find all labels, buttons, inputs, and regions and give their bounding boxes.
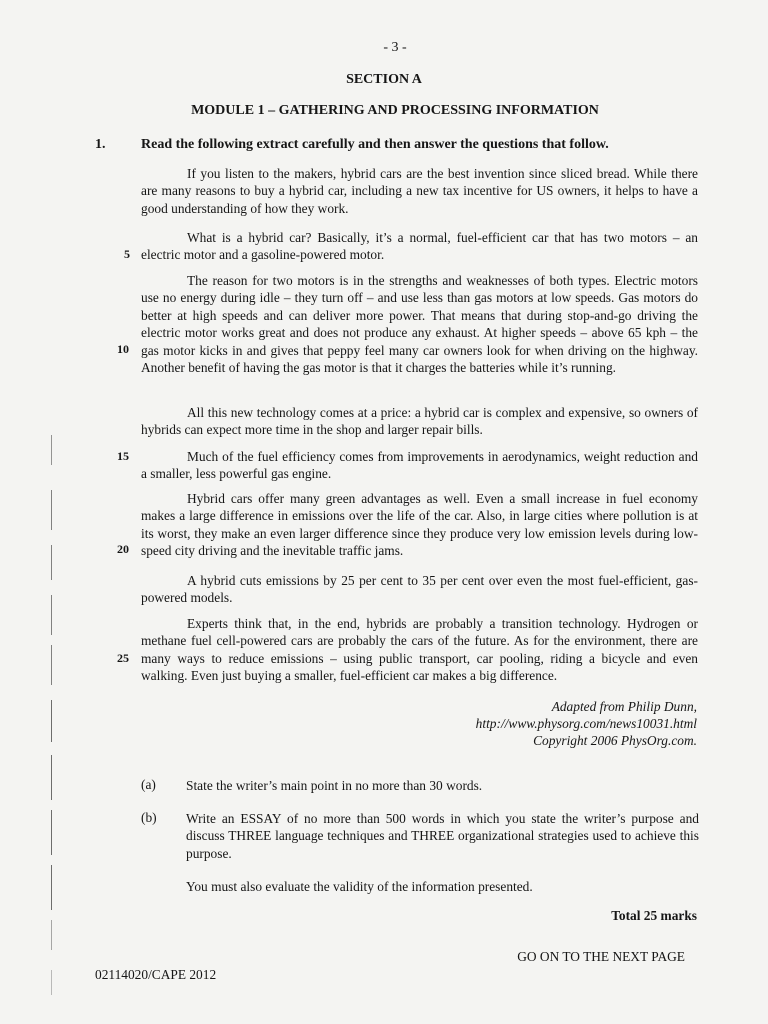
paper-code: 02114020/CAPE 2012 — [95, 967, 217, 982]
total-marks: Total 25 marks — [611, 908, 697, 923]
citation-adapted: Adapted from Philip Dunn, — [551, 699, 697, 714]
question-instruction: Read the following extract carefully and then answer the questions that follow. — [141, 137, 609, 152]
module-title: MODULE 1 – GATHERING AND PROCESSING INFORMATION — [191, 103, 599, 118]
task-a-label: (a) — [141, 777, 156, 792]
passage-paragraph-1: If you listen to the makers, hybrid cars are the best invention since sliced bread. While there are many reasons to buy a hybrid car, including a new tax incentive for US owners, it helps to have a good understanding of how they work. — [141, 166, 698, 216]
line-number-5: 5 — [124, 247, 130, 261]
passage-paragraph-8: Experts think that, in the end, hybrids are probably a transition technology. Hydrogen or methane fuel cell-powered cars are probably the cars of the future. As for the environment, there are many ways to reduce emissions – using public transport, car pooling, riding a bicycle and even walking. Even just buying a smaller, fuel-efficient car makes a big difference. — [141, 616, 698, 684]
citation — [476, 698, 697, 749]
section-title: SECTION A — [346, 72, 422, 87]
passage-paragraph-6: Hybrid cars offer many green advantages as well. Even a small increase in fuel economy makes a large difference in emissions over the life of the car. Also, in large cities where pollution is at its worst, they make an even larger difference since they produce very low emission levels during low-speed city driving and the inevitable traffic jams. — [141, 491, 698, 559]
citation-copyright: Copyright 2006 PhysOrg.com. — [533, 733, 697, 748]
next-page-note: GO ON TO THE NEXT PAGE — [517, 949, 685, 964]
task-b-text: Write an ESSAY of no more than 500 words in which you state the writer’s purpose and discuss THREE language techniques and THREE organizational strategies used to achieve this purpose. — [186, 811, 699, 861]
line-number-25: 25 — [117, 651, 129, 665]
line-number-20: 20 — [117, 542, 129, 556]
passage-paragraph-4: All this new technology comes at a price: a hybrid car is complex and expensive, so owners of hybrids can expect more time in the shop and larger repair bills. — [141, 405, 698, 438]
task-a-text: State the writer’s main point in no more than 30 words. — [186, 778, 483, 793]
passage-paragraph-5: Much of the fuel efficiency comes from improvements in aerodynamics, weight reduction and a smaller, less powerful gas engine. — [141, 449, 698, 482]
line-number-15: 15 — [117, 449, 129, 463]
evaluate-note: You must also evaluate the validity of the information presented. — [186, 879, 533, 894]
citation-url: http://www.physorg.com/news10031.html — [475, 716, 697, 731]
passage-paragraph-3: The reason for two motors is in the strengths and weaknesses of both types. Electric motors use no energy during idle – they turn off – and use less than gas motors at low speeds. Gas motors do better at high speeds and can deliver more power. That means that during stop-and-go driving the electric motor works great and does not produce any exhaust. At higher speeds – above 65 kph – the gas motor kicks in and gives that peppy feel many car owners look for when driving on the highway. Another benefit of having the gas motor is that it charges the batteries while it’s running. — [141, 273, 698, 376]
passage-paragraph-7: A hybrid cuts emissions by 25 per cent to 35 per cent over even the most fuel-efficient, gas-powered models. — [141, 573, 698, 606]
passage-paragraph-2: What is a hybrid car? Basically, it’s a normal, fuel-efficient car that has two motors – an electric motor and a gasoline-powered motor. — [141, 230, 698, 263]
page-number: - 3 - — [383, 40, 407, 55]
task-b-label: (b) — [141, 810, 157, 825]
question-number: 1. — [95, 137, 106, 152]
line-number-10: 10 — [117, 342, 129, 356]
scan-margin-marks — [48, 380, 56, 1000]
